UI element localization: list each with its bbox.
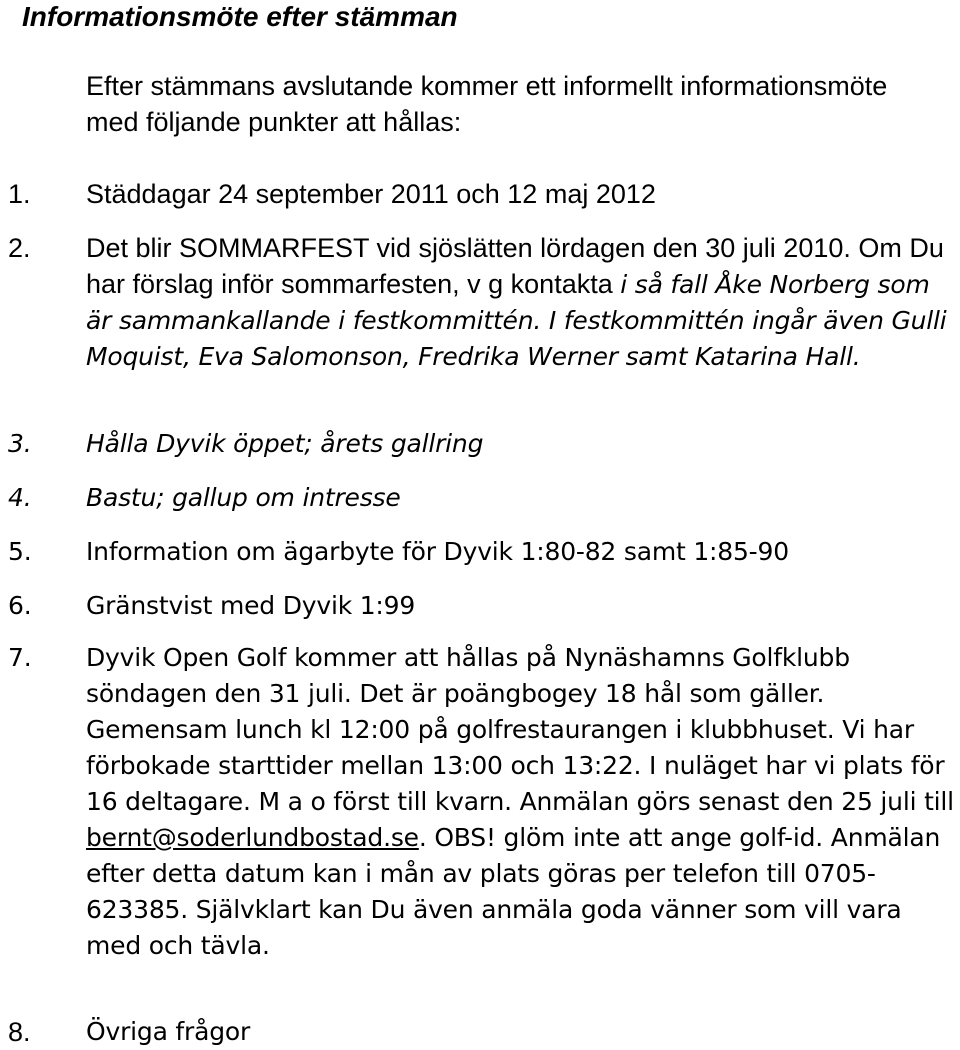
list-item-text: Städdagar 24 september 2011 och 12 maj 2012: [86, 179, 656, 209]
list-item-number: 6.: [8, 591, 32, 620]
document-heading: Informationsmöte efter stämman: [22, 1, 458, 32]
list-item-number: 1.: [8, 179, 31, 209]
list-item-number: 7.: [8, 643, 32, 672]
list-item-text: Hålla Dyvik öppet; årets gallring: [86, 429, 484, 458]
list-item-text: Övriga frågor: [86, 1017, 251, 1046]
list-item-text-part: . OBS! glöm inte att ange golf-id. Anmälan efter detta datum kan i mån av plats göras per telefon till 0705-623385. Självklart kan Du även anmäla goda vänner som vill vara med och tävla.: [86, 823, 941, 960]
list-item-text: [86, 640, 956, 964]
list-item-text-part: i så fall Åke Norberg som är sammankallande i festkommittén. I festkommittén ingår även Gulli Moquist, Eva Salomonson, Fredrika Werner samt Katarina Hall.: [86, 270, 947, 371]
list-item-number: 4.: [8, 483, 32, 512]
list-item-text: Bastu; gallup om intresse: [86, 483, 401, 512]
list-item-text: Information om ägarbyte för Dyvik 1:80-82 samt 1:85-90: [86, 537, 789, 566]
list-item-text: Gränstvist med Dyvik 1:99: [86, 591, 416, 620]
list-item-number: 2.: [8, 233, 31, 263]
email-link[interactable]: bernt@soderlundbostad.se: [86, 823, 419, 852]
list-item-text-part: Det blir SOMMARFEST vid sjöslätten lördagen den 30 juli 2010. Om Du har förslag inför sommarfesten, v g kontakta: [86, 233, 944, 299]
list-item-text: [86, 230, 956, 375]
list-item-number: 8.: [8, 1017, 31, 1047]
list-item-number: 5.: [8, 537, 32, 566]
list-item-number: 3.: [8, 429, 32, 458]
intro-paragraph: Efter stämmans avslutande kommer ett informellt informationsmöte med följande punkter att hållas:: [86, 71, 888, 137]
list-item-text-part: Dyvik Open Golf kommer att hållas på Nynäshamns Golfklubb söndagen den 31 juli. Det är poängbogey 18 hål som gäller. Gemensam lunch kl 12:00 på golfrestaurangen i klubbhuset. Vi har förbokade starttider mellan 13:00 och 13:22. I nuläget har vi plats för 16 deltagare. M a o först till kvarn. Anmälan görs senast den 25 juli till: [86, 643, 954, 816]
